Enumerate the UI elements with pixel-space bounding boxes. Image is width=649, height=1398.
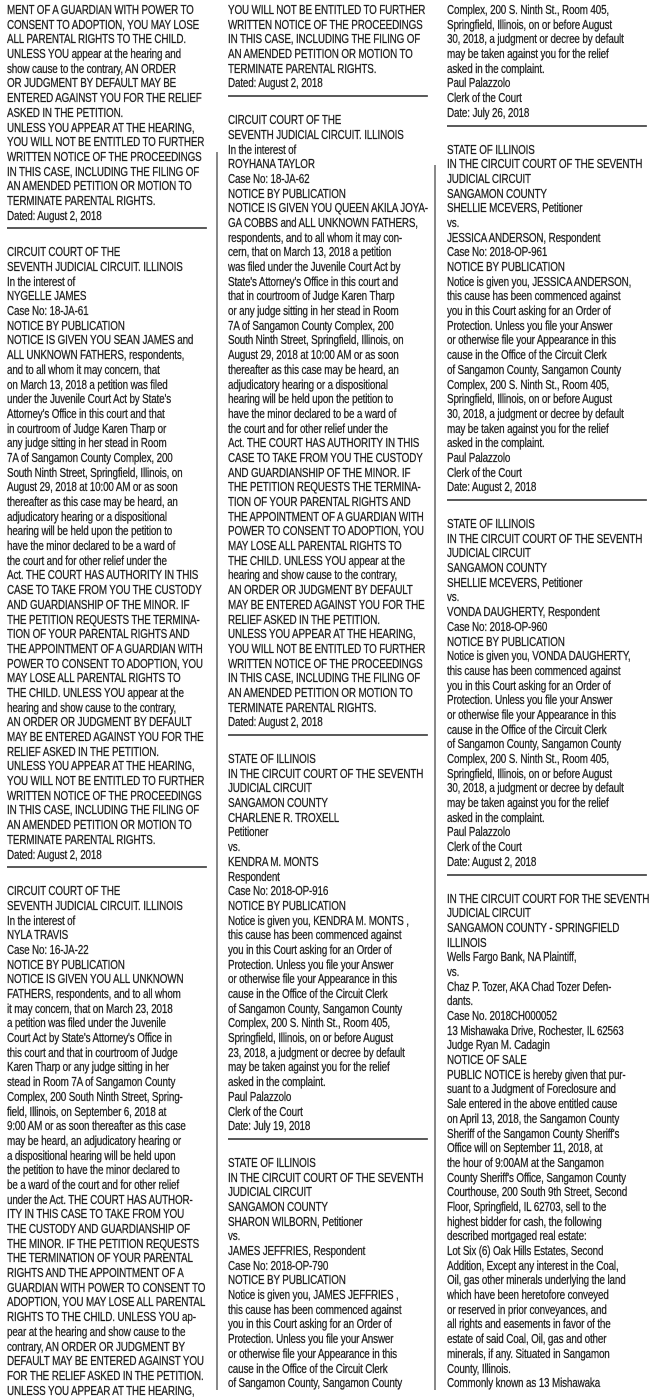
notice-line: Clerk of the Court	[447, 839, 522, 855]
notice-line: dants.	[447, 993, 474, 1009]
notice-line: JESSICA ANDERSON, Respondent	[447, 229, 601, 245]
notice-line: that in courtroom of Judge Karen Tharp	[228, 288, 395, 304]
notice-line: FOR THE RELIEF ASKED IN THE PETITION.	[7, 1367, 204, 1383]
notice-line: RELIEF ASKED IN THE PETITION.	[228, 611, 380, 627]
notice-line: Attorney's Office in this court and that	[7, 405, 165, 421]
notice-line: ASKED IN THE PETITION.	[7, 104, 124, 120]
notice-line: on April 13, 2018, the Sangamon County	[447, 1110, 620, 1126]
notice-line: adjudicatory hearing or a dispositional	[7, 508, 167, 524]
notice-line: IN THE CIRCUIT COURT OF THE SEVENTH	[228, 765, 424, 781]
notice-line: NOTICE IS GIVEN YOU SEAN JAMES and	[7, 332, 194, 348]
notice-line: STATE OF ILLINOIS	[447, 141, 535, 157]
notice-line: you in this Court asking for an Order of	[447, 677, 611, 693]
notice-line: Clerk of the Court	[228, 1103, 303, 1119]
notice-line: all rights and easements in favor of the	[447, 1316, 611, 1332]
notice-line: POWER TO CONSENT TO ADOPTION, YOU	[228, 523, 424, 539]
notice-line: which have been heretofore conveyed	[447, 1287, 609, 1303]
notice-line: vs.	[447, 963, 460, 979]
notice-line: Paul Palazzolo	[228, 1088, 292, 1104]
notice-line: NOTICE BY PUBLICATION	[447, 633, 565, 649]
notice-line: AN ORDER OR JUDGMENT BY DEFAULT	[228, 582, 413, 598]
column-divider-rule-1	[216, 152, 218, 1390]
notice-line: vs.	[228, 1228, 241, 1244]
notice-line: ROYHANA TAYLOR	[228, 156, 315, 172]
section-divider-rule	[447, 499, 647, 501]
notice-line: may be taken against you for the relief	[447, 420, 609, 436]
notice-line: or otherwise file your Appearance in this	[228, 1345, 397, 1361]
notice-line: Clerk of the Court	[447, 90, 522, 106]
section-divider-rule	[447, 874, 647, 876]
notice-line: be a ward of the court and for other relief	[7, 1176, 179, 1192]
notice-line: Wells Fargo Bank, NA Plaintiff,	[447, 949, 577, 965]
notice-line: THE APPOINTMENT OF A GUARDIAN WITH	[228, 508, 424, 524]
notice-line: hearing will be held upon the petition to	[7, 523, 173, 539]
notice-line: the hour of 9:00AM at the Sangamon	[447, 1154, 604, 1170]
notice-line: SANGAMON COUNTY	[447, 185, 547, 201]
notice-line: Springfield, Illinois, on or before August	[228, 1030, 393, 1046]
notice-line: was filed under the Juvenile Court Act by	[228, 259, 401, 274]
notice-block	[447, 3, 647, 121]
notice-line: August 29, 2018 at 10:00 AM or as soon	[7, 479, 178, 495]
notice-line: STATE OF ILLINOIS	[228, 1154, 316, 1170]
notice-line: cause in the Office of the Circuit Clerk	[447, 721, 607, 737]
notice-line: CIRCUIT COURT OF THE	[7, 244, 121, 260]
notice-line: NYGELLE JAMES	[7, 288, 87, 304]
notice-line: Date: July 26, 2018	[447, 104, 530, 120]
notice-line: THE APPOINTMENT OF A GUARDIAN WITH	[7, 640, 203, 656]
notice-line: IN THIS CASE, INCLUDING THE FILING OF	[7, 163, 200, 179]
notice-line: MAY LOSE ALL PARENTAL RIGHTS TO	[7, 670, 181, 686]
notice-line: JUDICIAL CIRCUIT	[447, 170, 531, 186]
notice-line: Dated: August 2, 2018	[228, 75, 323, 91]
notice-line: UNLESS YOU APPEAR AT THE HEARING,	[7, 758, 195, 774]
notice-line: SANGAMON COUNTY	[228, 795, 328, 811]
notice-line: suant to a Judgment of Foreclosure and	[447, 1081, 616, 1097]
notice-line: Act. THE COURT HAS AUTHORITY IN THIS	[228, 435, 420, 451]
notice-line: Judge Ryan M. Cadagin	[447, 1037, 550, 1053]
notice-line: AN AMENDED PETITION OR MOTION TO	[7, 178, 192, 194]
notice-line: IN THE CIRCUIT COURT OF THE SEVENTH	[447, 156, 643, 172]
notice-line: Protection. Unless you file your Answer	[447, 317, 613, 333]
notice-line: may be taken against you for the relief	[447, 46, 609, 62]
notice-line: NOTICE BY PUBLICATION	[7, 317, 125, 333]
notice-block	[447, 517, 647, 870]
notice-block	[447, 892, 647, 1391]
notice-line: Petitioner	[228, 824, 269, 840]
section-divider-rule	[7, 866, 207, 868]
notice-line: Date: August 2, 2018	[447, 853, 537, 869]
notice-line: Case No: 18-JA-61	[7, 303, 89, 319]
notice-line: described mortgaged real estate:	[447, 1228, 587, 1244]
notice-line: In the interest of	[7, 912, 76, 928]
notice-line: Complex, 200 South Ninth Street, Spring-	[7, 1088, 183, 1104]
notice-line: show cause to the contrary, AN ORDER	[7, 60, 176, 76]
notice-line: AN AMENDED PETITION OR MOTION TO	[7, 817, 192, 833]
notice-block	[447, 143, 647, 496]
notice-line: Complex, 200 S. Ninth St., Room 405,	[447, 751, 610, 766]
notice-line: Clerk of the Court	[447, 464, 522, 480]
notice-line: Sheriff of the Sangamon County Sheriff's	[447, 1125, 620, 1141]
notice-line: JUDICIAL CIRCUIT	[447, 545, 531, 561]
notice-line: hearing will be held upon the petition to	[228, 391, 394, 407]
notice-line: Dated: August 2, 2018	[7, 207, 102, 223]
notice-line: of Sangamon County, Sangamon County	[447, 361, 622, 377]
notice-line: August 29, 2018 at 10:00 AM or as soon	[228, 347, 399, 363]
notice-line: WRITTEN NOTICE OF THE PROCEEDINGS	[228, 16, 423, 32]
notice-line: 7A of Sangamon County Complex, 200	[7, 449, 173, 465]
notice-line: Protection. Unless you file your Answer	[447, 692, 613, 708]
notice-line: Case No: 2018-OP-960	[447, 618, 548, 634]
notice-line: thereafter as this case may be heard, an	[7, 494, 178, 509]
notice-line: Notice is given you, VONDA DAUGHERTY,	[447, 648, 631, 664]
notice-line: IN THIS CASE, INCLUDING THE FILING OF	[228, 670, 421, 686]
notice-line: TERMINATE PARENTAL RIGHTS.	[7, 831, 156, 847]
notice-line: IN THE CIRCUIT COURT FOR THE SEVENTH	[447, 890, 649, 906]
notice-block	[7, 884, 207, 1398]
notice-line: Paul Palazzolo	[447, 75, 511, 91]
notice-line: cern, that on March 13, 2018 a petition	[228, 244, 392, 260]
notice-line: OR JUDGMENT BY DEFAULT MAY BE	[7, 75, 177, 91]
notice-line: Date: July 19, 2018	[228, 1118, 311, 1134]
notice-line: a dispositional hearing will be held upon	[7, 1147, 176, 1163]
notice-line: thereafter as this case may be heard, an	[228, 361, 399, 377]
notice-line: or otherwise file your Appearance in this	[447, 332, 616, 348]
notice-line: 30, 2018, a judgment or decree by default	[447, 405, 624, 421]
notice-line: South Ninth Street, Springfield, Illinois, on	[7, 464, 183, 480]
notice-line: PUBLIC NOTICE is hereby given that pur-	[447, 1066, 626, 1082]
notice-line: Court Act by State's Attorney's Office in	[7, 1030, 172, 1046]
notice-line: JUDICIAL CIRCUIT	[228, 1184, 312, 1200]
notice-line: UNLESS YOU appear at the hearing and	[7, 46, 181, 62]
notice-line: you in this Court asking for an Order of	[228, 941, 392, 957]
notice-line: Notice is given you, JESSICA ANDERSON,	[447, 273, 632, 289]
notice-line: or any judge sitting in her stead in Room	[228, 303, 399, 319]
notice-line: it may concern, that on March 23, 2018	[7, 1000, 173, 1016]
notice-line: SEVENTH JUDICIAL CIRCUIT. ILLINOIS	[7, 259, 183, 274]
notice-line: TERMINATE PARENTAL RIGHTS.	[7, 192, 156, 208]
notice-line: hearing and show cause to the contrary,	[228, 567, 398, 583]
notice-line: SANGAMON COUNTY	[228, 1198, 328, 1214]
notice-line: YOU WILL NOT BE ENTITLED TO FURTHER	[228, 2, 426, 17]
notice-line: cause in the Office of the Circuit Clerk	[228, 986, 388, 1001]
notice-line: minerals, if any. Situated in Sangamon	[447, 1345, 610, 1361]
notice-line: IN THE CIRCUIT COURT OF THE SEVENTH	[447, 530, 643, 546]
notice-line: you in this Court asking for an Order of	[228, 1316, 392, 1332]
notice-line: Complex, 200 S. Ninth St., Room 405,	[228, 1015, 391, 1031]
notice-line: asked in the complaint.	[447, 435, 545, 451]
notice-line: SANGAMON COUNTY	[447, 560, 547, 576]
notice-line: County Sheriff's Office, Sangamon County	[447, 1169, 626, 1185]
notice-line: asked in the complaint.	[447, 60, 545, 76]
notice-line: have the minor declared to be a ward of	[228, 405, 397, 421]
notice-line: Notice is given you, KENDRA M. MONTS ,	[228, 912, 409, 928]
notice-line: Case No: 2018-OP-790	[228, 1257, 329, 1273]
notice-line: SANGAMON COUNTY - SPRINGFIELD	[447, 919, 620, 935]
notice-line: CIRCUIT COURT OF THE	[7, 883, 121, 899]
notice-line: THE CHILD. UNLESS YOU appear at the	[228, 552, 405, 568]
notice-line: AND GUARDIANSHIP OF THE MINOR. IF	[228, 464, 411, 480]
notice-line: In the interest of	[7, 273, 76, 289]
notice-line: Protection. Unless you file your Answer	[228, 1331, 394, 1347]
notice-line: you in this Court asking for an Order of	[447, 303, 611, 319]
column-divider-rule-2	[434, 165, 436, 1390]
notice-block	[228, 113, 428, 730]
notice-line: 30, 2018, a judgment or decree by default	[447, 780, 624, 796]
notice-line: or otherwise file your Appearance in this	[228, 971, 397, 987]
notice-line: TION OF YOUR PARENTAL RIGHTS AND	[7, 626, 190, 642]
notice-line: SHELLIE MCEVERS, Petitioner	[447, 200, 583, 216]
notice-line: SEVENTH JUDICIAL CIRCUIT. ILLINOIS	[228, 126, 404, 142]
notice-line: Springfield, Illinois, on or before August	[447, 765, 612, 781]
notice-line: SHELLIE MCEVERS, Petitioner	[447, 574, 583, 590]
notice-line: NOTICE BY PUBLICATION	[447, 259, 565, 274]
notice-line: POWER TO CONSENT TO ADOPTION, YOU	[7, 655, 203, 671]
notice-line: MAY LOSE ALL PARENTAL RIGHTS TO	[228, 538, 402, 554]
section-divider-rule	[228, 734, 428, 736]
notice-block	[7, 245, 207, 862]
notice-line: TERMINATE PARENTAL RIGHTS.	[228, 699, 377, 715]
notice-line: cause in the Office of the Circuit Clerk	[447, 347, 607, 363]
notice-block	[228, 3, 428, 91]
notice-line: NOTICE BY PUBLICATION	[228, 897, 346, 913]
notice-line: this cause has been commenced against	[228, 927, 402, 943]
notice-line: IN THIS CASE, INCLUDING THE FILING OF	[7, 802, 200, 818]
notice-line: GA COBBS and ALL UNKNOWN FATHERS,	[228, 214, 418, 230]
notice-line: YOU WILL NOT BE ENTITLED TO FURTHER	[7, 134, 205, 150]
notice-line: in courtroom of Judge Karen Tharp or	[7, 420, 167, 436]
notice-line: asked in the complaint.	[447, 809, 545, 825]
notice-line: Lot Six (6) Oak Hills Estates, Second	[447, 1243, 604, 1258]
notice-line: UNLESS YOU APPEAR AT THE HEARING,	[7, 119, 195, 135]
notice-line: 7A of Sangamon County Complex, 200	[228, 317, 394, 333]
notice-line: AN AMENDED PETITION OR MOTION TO	[228, 684, 413, 700]
notice-line: State's Attorney's Office in this court and	[228, 273, 399, 289]
notice-line: of Sangamon County, Sangamon County	[447, 736, 622, 752]
notice-line: this cause has been commenced against	[447, 288, 621, 304]
notice-line: NOTICE IS GIVEN YOU ALL UNKNOWN	[7, 971, 184, 987]
notice-line: vs.	[447, 214, 460, 230]
notice-line: 9:00 AM or as soon thereafter as this case	[7, 1118, 186, 1134]
notice-line: Complex, 200 S. Ninth St., Room 405,	[447, 376, 610, 392]
notice-line: NYLA TRAVIS	[7, 927, 69, 943]
notice-line: any judge sitting in her stead in Room	[7, 435, 167, 451]
notice-line: of Sangamon County, Sangamon County	[228, 1375, 403, 1391]
notice-line: CASE TO TAKE FROM YOU THE CUSTODY	[228, 449, 423, 465]
notice-line: THE MINOR. IF THE PETITION REQUESTS	[7, 1235, 200, 1251]
notice-line: Case No. 2018CH000052	[447, 1008, 557, 1023]
notice-line: Complex, 200 S. Ninth St., Room 405,	[447, 2, 610, 17]
notice-line: Paul Palazzolo	[447, 449, 511, 465]
notice-line: may be taken against you for the relief	[447, 795, 609, 811]
notice-line: field, Illinois, on September 6, 2018 at	[7, 1103, 167, 1119]
notice-line: ITY IN THIS CASE TO TAKE FROM YOU	[7, 1206, 185, 1222]
notice-line: NOTICE IS GIVEN YOU QUEEN AKILA JOYA-	[228, 200, 428, 216]
notice-line: adjudicatory hearing or a dispositional	[228, 376, 388, 392]
notice-line: RELIEF ASKED IN THE PETITION.	[7, 743, 159, 759]
notice-line: RIGHTS TO THE CHILD. UNLESS YOU ap-	[7, 1309, 196, 1325]
notice-line: THE PETITION REQUESTS THE TERMINA-	[228, 479, 421, 495]
notice-line: Dated: August 2, 2018	[7, 846, 102, 862]
notice-line: ADOPTION, YOU MAY LOSE ALL PARENTAL	[7, 1294, 206, 1310]
notice-line: Case No: 2018-OP-916	[228, 883, 329, 899]
notice-line: MAY BE ENTERED AGAINST YOU FOR THE	[7, 729, 204, 744]
section-divider-rule	[7, 227, 207, 229]
notice-line: estate of said Coal, Oil, gas and other	[447, 1331, 607, 1347]
notice-line: Karen Tharp or any judge sitting in her	[7, 1059, 169, 1075]
notice-line: Courthouse, 200 South 9th Street, Second	[447, 1184, 628, 1200]
notice-line: JUDICIAL CIRCUIT	[228, 780, 312, 796]
notice-line: UNLESS YOU APPEAR AT THE HEARING,	[228, 626, 416, 642]
notice-line: YOU WILL NOT BE ENTITLED TO FURTHER	[7, 773, 205, 789]
notice-line: DEFAULT MAY BE ENTERED AGAINST YOU	[7, 1353, 204, 1369]
notice-line: this cause has been commenced against	[447, 662, 621, 678]
notice-line: Case No: 18-JA-62	[228, 170, 310, 186]
notice-line: WRITTEN NOTICE OF THE PROCEEDINGS	[7, 148, 202, 164]
notice-line: vs.	[447, 589, 460, 605]
notice-line: under the Juvenile Court Act by State's	[7, 391, 172, 407]
notice-line: stead in Room 7A of Sangamon County	[7, 1074, 176, 1090]
notice-line: highest bidder for cash, the following	[447, 1213, 602, 1229]
section-divider-rule	[228, 95, 428, 97]
notice-line: ILLINOIS	[447, 934, 487, 950]
notice-line: TERMINATE PARENTAL RIGHTS.	[228, 60, 377, 76]
notice-line: MENT OF A GUARDIAN WITH POWER TO	[7, 2, 194, 17]
notice-line: SEVENTH JUDICIAL CIRCUIT. ILLINOIS	[7, 897, 183, 913]
notice-line: FATHERS, respondents, and to all whom	[7, 986, 181, 1001]
notice-line: Office will on September 11, 2018, at	[447, 1140, 603, 1156]
notice-line: may be taken against you for the relief	[228, 1059, 390, 1075]
notice-line: AN AMENDED PETITION OR MOTION TO	[228, 46, 413, 62]
notice-line: Chaz P. Tozer, AKA Chad Tozer Defen-	[447, 978, 612, 994]
notice-column-1	[7, 0, 207, 1398]
notice-line: WRITTEN NOTICE OF THE PROCEEDINGS	[7, 787, 202, 803]
notice-line: RIGHTS AND THE APPOINTMENT OF A	[7, 1265, 184, 1281]
notice-line: SHARON WILBORN, Petitioner	[228, 1213, 363, 1229]
notice-line: THE TERMINATION OF YOUR PARENTAL	[7, 1250, 193, 1266]
notice-line: or reserved in prior conveyances, and	[447, 1301, 607, 1317]
notice-line: CHARLENE R. TROXELL	[228, 809, 340, 825]
notice-line: STATE OF ILLINOIS	[228, 751, 316, 766]
notice-line: pear at the hearing and show cause to the	[7, 1323, 186, 1339]
notice-line: Sale entered in the above entitled cause	[447, 1096, 618, 1112]
notice-line: 23, 2018, a judgment or decree by default	[228, 1044, 405, 1060]
notice-line: CASE TO TAKE FROM YOU THE CUSTODY	[7, 582, 202, 598]
notice-line: Springfield, Illinois, on or before August	[447, 16, 612, 32]
notice-line: Floor, Springfield, IL 62703, sell to the	[447, 1198, 607, 1214]
notice-line: Oil, gas other minerals underlying the land	[447, 1272, 626, 1288]
notice-line: In the interest of	[228, 141, 297, 157]
notice-line: THE CUSTODY AND GUARDIANSHIP OF	[7, 1221, 191, 1236]
notice-line: Act. THE COURT HAS AUTHORITY IN THIS	[7, 567, 199, 583]
notice-column-2	[228, 0, 428, 1391]
notice-block	[228, 1156, 428, 1391]
notice-line: IN THE CIRCUIT COURT OF THE SEVENTH	[228, 1169, 424, 1185]
notice-line: JAMES JEFFRIES, Respondent	[228, 1243, 366, 1258]
notice-line: cause in the Office of the Circuit Clerk	[228, 1360, 388, 1376]
notice-line: Notice is given you, JAMES JEFFRIES ,	[228, 1287, 399, 1303]
notice-line: vs.	[228, 839, 241, 855]
notice-line: CIRCUIT COURT OF THE	[228, 112, 342, 128]
notice-line: and to all whom it may concern, that	[7, 361, 160, 377]
notice-line: on March 13, 2018 a petition was filed	[7, 376, 168, 392]
notice-line: WRITTEN NOTICE OF THE PROCEEDINGS	[228, 655, 423, 671]
notice-line: AN ORDER OR JUDGMENT BY DEFAULT	[7, 714, 192, 730]
notice-line: respondents, and to all whom it may con-	[228, 229, 403, 245]
notice-line: Dated: August 2, 2018	[228, 714, 323, 730]
notice-line: Paul Palazzolo	[447, 824, 511, 840]
notice-line: Date: August 2, 2018	[447, 479, 537, 495]
notice-line: South Ninth Street, Springfield, Illinois, on	[228, 332, 404, 348]
notice-line: ALL PARENTAL RIGHTS TO THE CHILD.	[7, 31, 186, 47]
notice-line: the court and for other relief under the	[228, 420, 388, 436]
notice-line: Addition, Except any interest in the Coal,	[447, 1257, 619, 1273]
notice-line: STATE OF ILLINOIS	[447, 516, 535, 531]
section-divider-rule	[447, 125, 647, 127]
notice-column-3	[447, 0, 647, 1391]
notice-line: this court and that in courtroom of Judge	[7, 1044, 178, 1060]
notice-line: this cause has been commenced against	[228, 1301, 402, 1317]
notice-line: or otherwise file your Appearance in this	[447, 706, 616, 722]
notice-line: NOTICE BY PUBLICATION	[228, 1272, 346, 1288]
notice-line: asked in the complaint.	[228, 1074, 326, 1090]
notice-line: Case No: 16-JA-22	[7, 941, 89, 957]
notice-line: under the Act. THE COURT HAS AUTHOR-	[7, 1191, 193, 1207]
notice-line: 30, 2018, a judgment or decree by default	[447, 31, 624, 47]
notice-line: the court and for other relief under the	[7, 552, 167, 568]
notice-line: NOTICE BY PUBLICATION	[7, 956, 125, 972]
section-divider-rule	[228, 1138, 428, 1140]
notice-line: AND GUARDIANSHIP OF THE MINOR. IF	[7, 596, 190, 612]
notice-line: THE PETITION REQUESTS THE TERMINA-	[7, 611, 200, 627]
notice-block	[228, 752, 428, 1134]
notice-line: hearing and show cause to the contrary,	[7, 699, 177, 715]
notice-line: KENDRA M. MONTS	[228, 853, 319, 869]
notice-line: the petition to have the minor declared to	[7, 1162, 180, 1178]
notice-line: Springfield, Illinois, on or before August	[447, 391, 612, 407]
notice-line: a petition was filed under the Juvenile	[7, 1015, 166, 1031]
notice-line: 13 Mishawaka Drive, Rochester, IL 62563	[447, 1022, 624, 1038]
notice-line: of Sangamon County, Sangamon County	[228, 1000, 403, 1016]
notice-line: contrary, AN ORDER OR JUDGMENT BY	[7, 1338, 185, 1354]
notice-line: Protection. Unless you file your Answer	[228, 956, 394, 972]
notice-line: Respondent	[228, 868, 280, 884]
notice-line: Commonly known as 13 Mishawaka	[447, 1375, 601, 1391]
notice-line: NOTICE BY PUBLICATION	[228, 185, 346, 201]
notice-line: YOU WILL NOT BE ENTITLED TO FURTHER	[228, 640, 426, 656]
notice-line: THE CHILD. UNLESS YOU appear at the	[7, 684, 184, 700]
notice-line: TION OF YOUR PARENTAL RIGHTS AND	[228, 494, 411, 509]
notice-line: MAY BE ENTERED AGAINST YOU FOR THE	[228, 596, 425, 612]
notice-line: IN THIS CASE, INCLUDING THE FILING OF	[228, 31, 421, 47]
notice-line: VONDA DAUGHERTY, Respondent	[447, 604, 600, 620]
notice-line: may be heard, an adjudicatory hearing or	[7, 1132, 182, 1148]
notice-line: UNLESS YOU APPEAR AT THE HEARING,	[7, 1382, 195, 1398]
notice-line: GUARDIAN WITH POWER TO CONSENT TO	[7, 1279, 206, 1295]
notice-line: have the minor declared to be a ward of	[7, 538, 176, 554]
notice-line: ALL UNKNOWN FATHERS, respondents,	[7, 347, 185, 363]
notice-line: County, Illinois.	[447, 1360, 511, 1376]
notice-line: Case No: 2018-OP-961	[447, 244, 548, 260]
notice-line: ENTERED AGAINST YOU FOR THE RELIEF	[7, 90, 202, 106]
notice-line: JUDICIAL CIRCUIT	[447, 905, 531, 921]
notice-block	[7, 3, 207, 223]
notice-line: NOTICE OF SALE	[447, 1052, 527, 1068]
notice-line: CONSENT TO ADOPTION, YOU MAY LOSE	[7, 16, 200, 32]
